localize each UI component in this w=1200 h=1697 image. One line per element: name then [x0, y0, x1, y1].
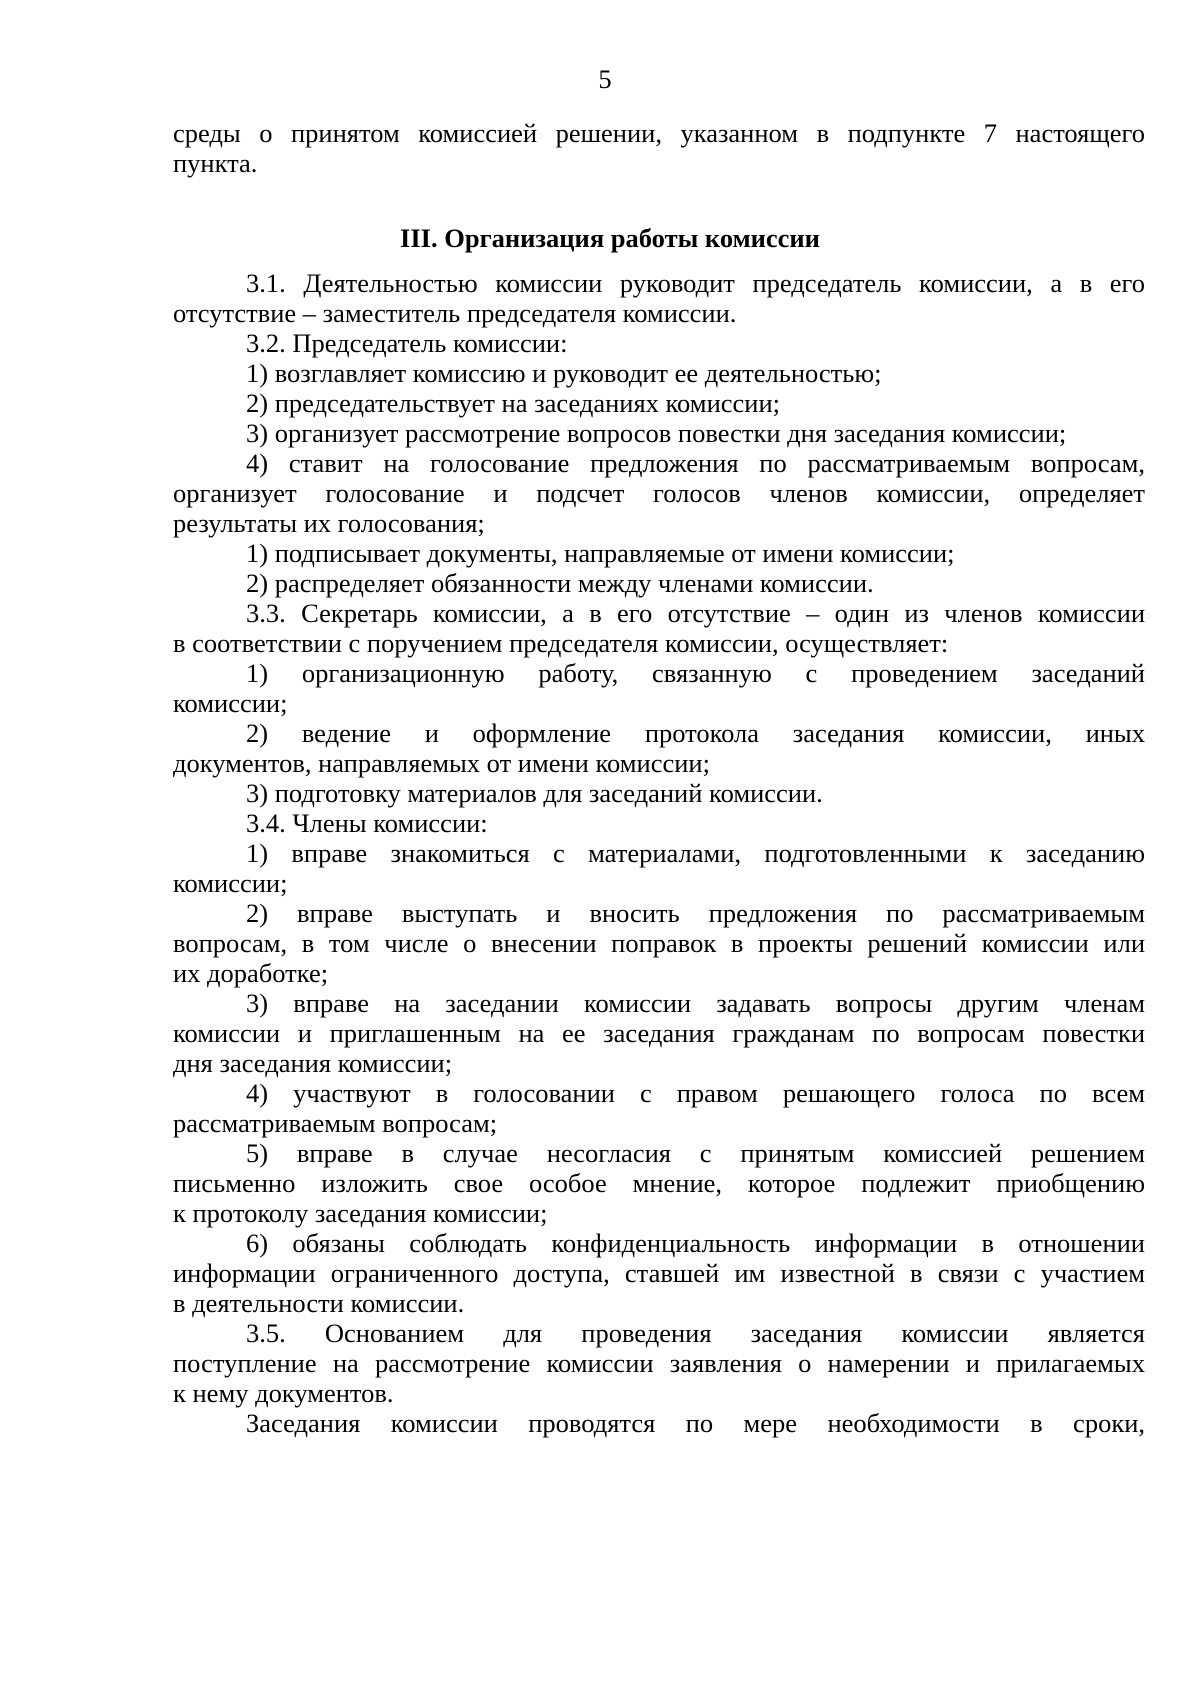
- text-line: 1) возглавляет комиссию и руководит ее деятельностью;: [246, 358, 882, 388]
- text-line: в деятельности комиссии.: [173, 1288, 465, 1318]
- text-line: 3.4. Члены комиссии:: [246, 808, 488, 838]
- text-line: рассматриваемым вопросам;: [173, 1108, 498, 1138]
- text-line: 3.5. Основанием для проведения заседания комиссии является: [246, 1318, 1145, 1348]
- text-line: документов, направляемых от имени комиссии;: [173, 748, 710, 778]
- text-line: комиссии и приглашенным на ее заседания гражданам по вопросам повестки: [173, 1018, 1145, 1048]
- text-line: письменно изложить свое особое мнение, которое подлежит приобщению: [173, 1168, 1145, 1198]
- section-heading: III. Организация работы комиссии: [400, 223, 820, 253]
- text-line: 6) обязаны соблюдать конфиденциальность информации в отношении: [246, 1228, 1145, 1258]
- text-line: их доработке;: [173, 958, 329, 988]
- text-line: 2) вправе выступать и вносить предложения по рассматриваемым: [246, 898, 1145, 928]
- text-line: комиссии;: [173, 688, 288, 718]
- text-line: 3) организует рассмотрение вопросов повестки дня заседания комиссии;: [246, 418, 1067, 448]
- text-line: организует голосование и подсчет голосов членов комиссии, определяет: [173, 478, 1145, 508]
- text-line: 4) участвуют в голосовании с правом решающего голоса по всем: [246, 1078, 1145, 1108]
- text-line: поступление на рассмотрение комиссии заявления о намерении и прилагаемых: [173, 1348, 1145, 1378]
- text-line: вопросам, в том числе о внесении поправок в проекты решений комиссии или: [173, 928, 1145, 958]
- page-number: 5: [598, 64, 612, 94]
- text-line: отсутствие – заместитель председателя комиссии.: [173, 298, 737, 328]
- text-line: комиссии;: [173, 868, 288, 898]
- text-line: 3) вправе на заседании комиссии задавать вопросы другим членам: [246, 988, 1145, 1018]
- text-line: 2) ведение и оформление протокола заседания комиссии, иных: [246, 718, 1145, 748]
- text-line: 3.2. Председатель комиссии:: [246, 328, 568, 358]
- text-line: среды о принятом комиссией решении, указанном в подпункте 7 настоящего: [173, 118, 1145, 148]
- text-line: 3.1. Деятельностью комиссии руководит председатель комиссии, а в его: [246, 268, 1145, 298]
- text-line: Заседания комиссии проводятся по мере необходимости в сроки,: [246, 1408, 1145, 1438]
- text-line: 1) вправе знакомиться с материалами, подготовленными к заседанию: [246, 838, 1145, 868]
- text-line: 1) подписывает документы, направляемые от имени комиссии;: [246, 538, 955, 568]
- text-line: результаты их голосования;: [173, 508, 485, 538]
- text-line: дня заседания комиссии;: [173, 1048, 453, 1078]
- text-line: 2) председательствует на заседаниях комиссии;: [246, 388, 780, 418]
- text-line: в соответствии с поручением председателя комиссии, осуществляет:: [173, 628, 949, 658]
- text-line: 3) подготовку материалов для заседаний комиссии.: [246, 778, 823, 808]
- text-line: 1) организационную работу, связанную с проведением заседаний: [246, 658, 1145, 688]
- text-line: 5) вправе в случае несогласия с принятым комиссией решением: [246, 1138, 1145, 1168]
- text-line: информации ограниченного доступа, ставшей им известной в связи с участием: [173, 1258, 1145, 1288]
- text-line: пункта.: [173, 148, 258, 178]
- text-line: к нему документов.: [173, 1378, 394, 1408]
- text-line: 2) распределяет обязанности между членами комиссии.: [246, 568, 874, 598]
- text-line: к протоколу заседания комиссии;: [173, 1198, 548, 1228]
- text-line: 4) ставит на голосование предложения по рассматриваемым вопросам,: [246, 448, 1145, 478]
- text-line: 3.3. Секретарь комиссии, а в его отсутствие – один из членов комиссии: [246, 598, 1145, 628]
